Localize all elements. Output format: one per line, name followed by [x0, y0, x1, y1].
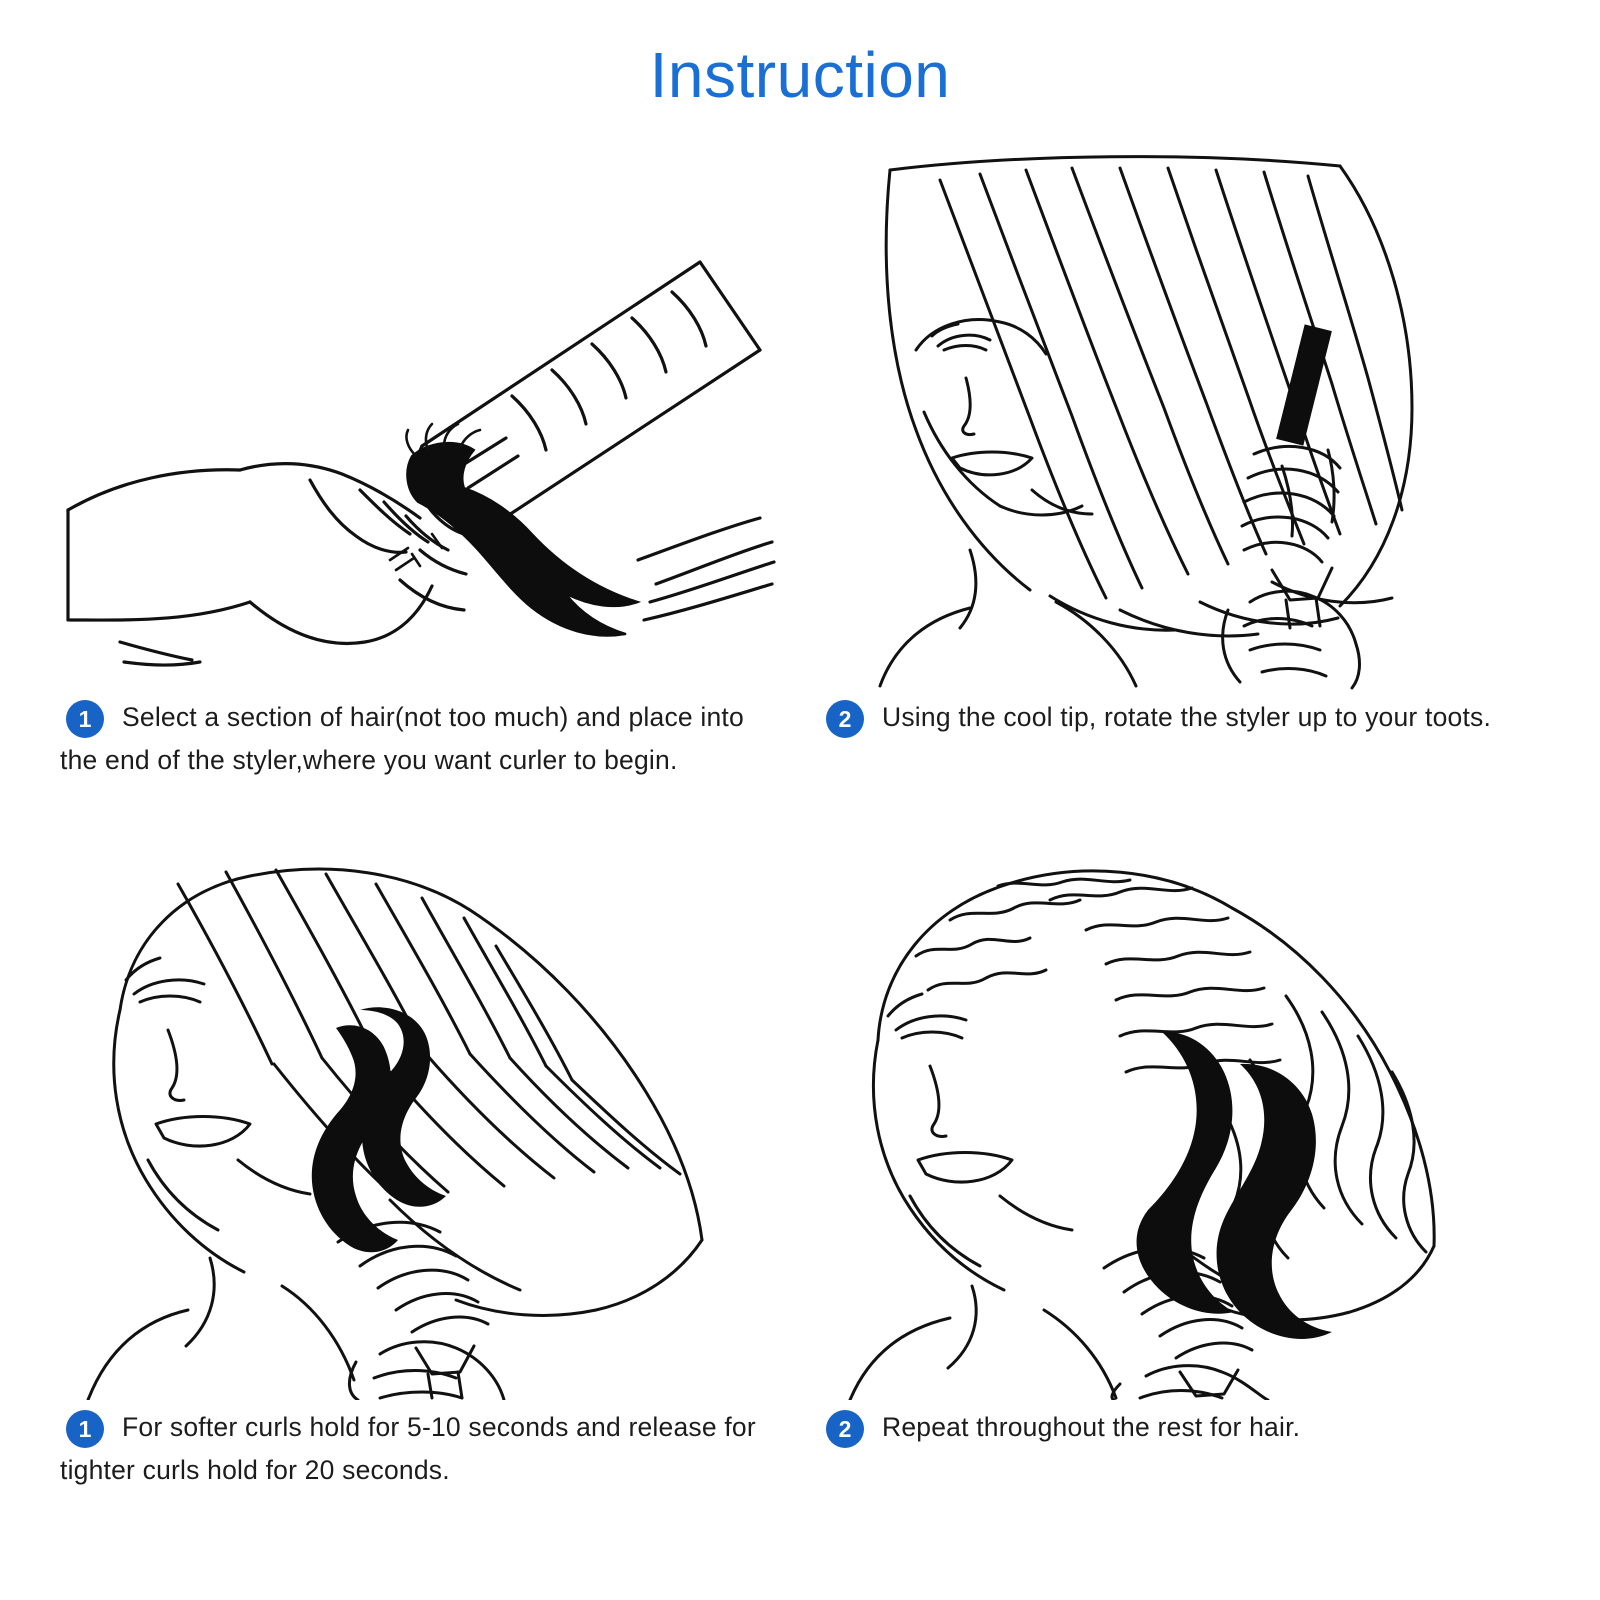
- step-3-number-badge: 1: [66, 1410, 104, 1448]
- step-card-2: [820, 150, 1540, 850]
- step-4-caption: [820, 1406, 1540, 1449]
- step-4-text: Repeat throughout the rest for hair.: [882, 1412, 1301, 1442]
- page-title: Instruction: [649, 39, 951, 111]
- step-1-illustration: [60, 150, 780, 690]
- woman-finished-curls-icon: [820, 860, 1540, 1400]
- step-card-3: [60, 860, 780, 1560]
- step-3-caption: [60, 1406, 780, 1492]
- step-2-illustration: [820, 150, 1540, 690]
- step-card-4: [820, 860, 1540, 1560]
- step-4-number-badge: 2: [826, 1410, 864, 1448]
- woman-holding-curl-icon: [60, 860, 780, 1400]
- step-1-caption: [60, 696, 780, 782]
- step-1-number-badge: 1: [66, 700, 104, 738]
- step-4-illustration: [820, 860, 1540, 1400]
- step-2-number-badge: 2: [826, 700, 864, 738]
- step-3-text: For softer curls hold for 5-10 seconds and release for tighter curls hold for 20 seconds.: [60, 1412, 756, 1485]
- step-2-text: Using the cool tip, rotate the styler up to your toots.: [882, 702, 1492, 732]
- woman-rotating-styler-icon: [820, 150, 1540, 690]
- steps-grid: [60, 150, 1540, 1560]
- step-2-caption: [820, 696, 1540, 739]
- styler-barrel-shape: [1276, 324, 1332, 445]
- step-3-illustration: [60, 860, 780, 1400]
- step-1-text: Select a section of hair(not too much) and place into the end of the styler,where you want curler to begin.: [60, 702, 744, 775]
- curl-shape-right: [1217, 1064, 1332, 1339]
- step-card-1: [60, 150, 780, 850]
- hand-holding-styler-icon: [60, 150, 780, 690]
